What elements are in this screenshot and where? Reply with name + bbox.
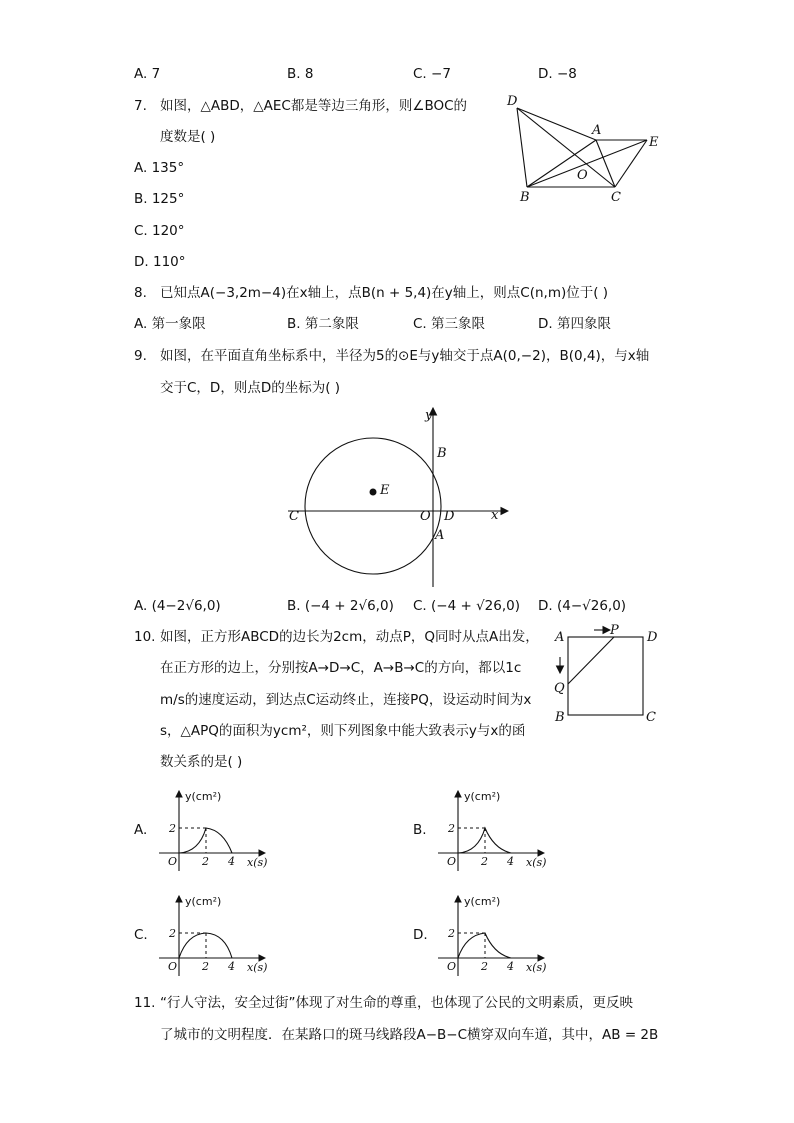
q10-square	[568, 637, 643, 715]
q11-stem-line2: 了城市的文明程度．在某路口的斑马线路段A−B−C横穿双向车道，其中，AB = 2B	[160, 1027, 659, 1043]
q9-label-y: y	[425, 408, 433, 423]
svg-text:2: 2	[481, 855, 488, 868]
q10-option-d-label: D.	[413, 927, 428, 943]
svg-text:x(s): x(s)	[526, 856, 547, 869]
q7-label-b: B	[520, 190, 530, 205]
svg-text:4: 4	[507, 960, 514, 973]
q9-option-c: C. (−4 + √26,0)	[413, 598, 520, 614]
q9-circle-e	[305, 438, 441, 574]
svg-text:4: 4	[228, 960, 235, 973]
q9-stem-line2: 交于C，D，则点D的坐标为( )	[160, 380, 341, 396]
q7-label-a: A	[592, 123, 602, 138]
q10-stem-line1: 如图，正方形ABCD的边长为2cm，动点P，Q同时从点A出发，	[160, 629, 539, 645]
q10-stem-line5: 数关系的是( )	[160, 754, 243, 770]
q8-option-b: B. 第二象限	[287, 316, 359, 332]
q7-figure	[500, 88, 670, 210]
q9-option-a: A. (4−2√6,0)	[134, 598, 221, 614]
svg-text:O: O	[168, 855, 178, 868]
q8-option-a: A. 第一象限	[134, 316, 206, 332]
q11-number: 11.	[134, 995, 156, 1011]
q6-option-b: B. 8	[287, 66, 314, 82]
q9-option-d: D. (4−√26,0)	[538, 598, 627, 614]
q10-graph-b	[434, 785, 554, 875]
q10-option-b-label: B.	[413, 822, 427, 838]
q10-label-c: C	[646, 710, 656, 725]
svg-text:x(s): x(s)	[247, 856, 268, 869]
q8-stem-line1: 已知点A(−3,2m−4)在x轴上，点B(n + 5,4)在y轴上，则点C(n,m)位于( )	[160, 285, 609, 301]
q7-option-d: D. 110°	[134, 254, 186, 270]
svg-text:O: O	[447, 960, 457, 973]
q9-number: 9.	[134, 348, 147, 364]
q10-stem-line4: s，△APQ的面积为ycm²，则下列图象中能大致表示y与x的函	[160, 723, 526, 739]
q10-graph-d-ylabel: y(cm²)	[464, 895, 501, 908]
q9-label-x: x	[491, 508, 499, 523]
q9-label-a: A	[435, 528, 445, 543]
q8-number: 8.	[134, 285, 147, 301]
q7-option-b: B. 125°	[134, 191, 185, 207]
svg-text:O: O	[168, 960, 178, 973]
q6-option-d: D. −8	[538, 66, 577, 82]
svg-text:2: 2	[448, 822, 455, 835]
svg-text:O: O	[447, 855, 457, 868]
q10-option-c-label: C.	[134, 927, 148, 943]
q6-option-a: A. 7	[134, 66, 161, 82]
q10-stem-line2: 在正方形的边上，分别按A→D→C，A→B→C的方向，都以1c	[160, 660, 522, 676]
svg-text:2: 2	[169, 822, 176, 835]
q7-number: 7.	[134, 98, 147, 114]
svg-text:2: 2	[481, 960, 488, 973]
q7-stem-line1: 如图，△ABD，△AEC都是等边三角形，则∠BOC的	[160, 98, 468, 114]
svg-text:2: 2	[202, 855, 209, 868]
q9-label-e: E	[380, 483, 390, 498]
q10-option-a-label: A.	[134, 822, 148, 838]
q6-option-c: C. −7	[413, 66, 451, 82]
q7-label-e: E	[649, 135, 659, 150]
q7-label-o: O	[577, 168, 588, 183]
q10-graph-c-ylabel: y(cm²)	[185, 895, 222, 908]
q10-label-a: A	[555, 630, 565, 645]
q7-label-d: D	[507, 94, 518, 109]
q8-option-c: C. 第三象限	[413, 316, 486, 332]
q10-label-q: Q	[554, 681, 565, 696]
q7-option-a: A. 135°	[134, 160, 185, 176]
q9-label-o: O	[420, 509, 431, 524]
q10-segment-pq	[568, 637, 614, 684]
svg-text:4: 4	[228, 855, 235, 868]
q7-option-c: C. 120°	[134, 223, 185, 239]
q10-number: 10.	[134, 629, 156, 645]
q9-label-d: D	[444, 509, 455, 524]
q10-graph-a	[155, 785, 275, 875]
svg-text:x(s): x(s)	[526, 961, 547, 974]
q10-stem-line3: m/s的速度运动，到达点C运动终止，连接PQ，设运动时间为x	[160, 692, 532, 708]
q10-square-figure	[548, 620, 668, 728]
q9-label-b: B	[437, 446, 447, 461]
svg-text:x(s): x(s)	[247, 961, 268, 974]
q10-graph-a-ylabel: y(cm²)	[185, 790, 222, 803]
q7-label-c: C	[611, 190, 621, 205]
q10-graph-c	[155, 890, 275, 980]
svg-text:2: 2	[448, 927, 455, 940]
q9-center-dot	[370, 489, 377, 496]
q9-stem-line1: 如图，在平面直角坐标系中，半径为5的⊙E与y轴交于点A(0,−2)，B(0,4)，与x轴	[160, 348, 650, 364]
q9-option-b: B. (−4 + 2√6,0)	[287, 598, 394, 614]
q9-label-c: C	[289, 509, 299, 524]
svg-text:4: 4	[507, 855, 514, 868]
q9-figure	[280, 402, 520, 592]
svg-text:2: 2	[202, 960, 209, 973]
q10-label-b: B	[555, 710, 565, 725]
q10-graph-d	[434, 890, 554, 980]
q10-graph-b-ylabel: y(cm²)	[464, 790, 501, 803]
svg-text:2: 2	[169, 927, 176, 940]
q10-label-p: P	[610, 623, 619, 638]
q7-stem-line2: 度数是( )	[160, 129, 216, 145]
q11-stem-line1: “行人守法，安全过街”体现了对生命的尊重，也体现了公民的文明素质，更反映	[160, 995, 633, 1011]
q8-option-d: D. 第四象限	[538, 316, 611, 332]
q10-label-d: D	[647, 630, 658, 645]
